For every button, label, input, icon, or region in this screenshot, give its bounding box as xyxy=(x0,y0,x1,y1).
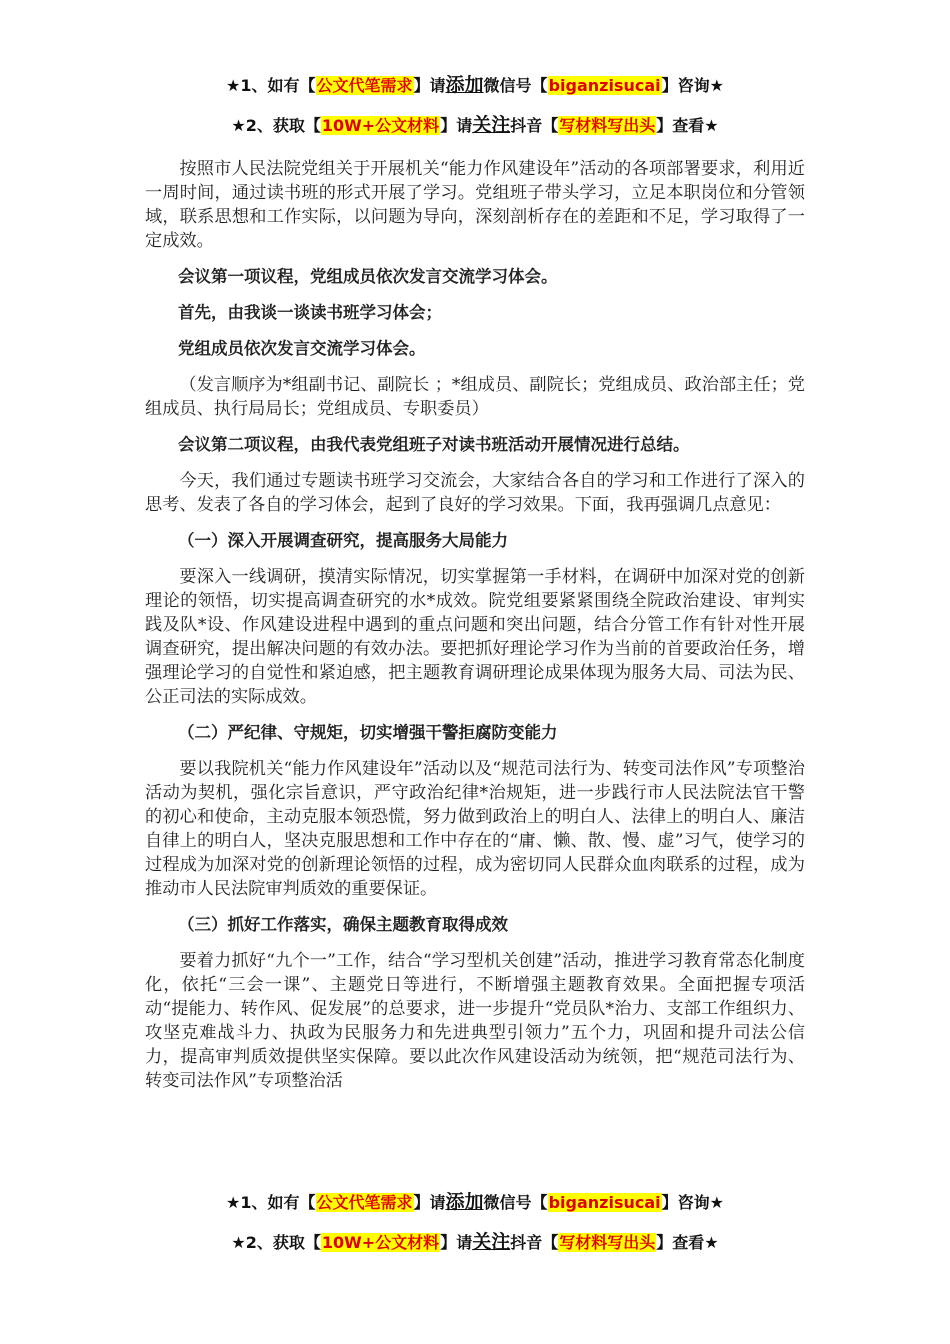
ad-text: 】查看★ xyxy=(656,1233,719,1252)
paragraph-speaking-order: （发言顺序为*组副书记、副院长 ；*组成员、副院长；党组成员、政治部主任；党组成员、执行局局长；党组成员、专职委员） xyxy=(145,375,805,419)
heading-agenda-2: 会议第二项议程，由我代表党组班子对读书班活动开展情况进行总结。 xyxy=(178,435,690,454)
paragraph-intro: 按照市人民法院党组关于开展机关“能力作风建设年”活动的各项部署要求，利用近一周时间，通过读书班的形式开展了学习。党组班子带头学习，立足本职岗位和分管领域，联系思想和工作实际，以问题为导向，深刻剖析存在的差距和不足，学习取得了一定成效。 xyxy=(145,159,805,251)
header-ad-line-1 xyxy=(0,70,950,97)
ad-text: ★1、如有【 xyxy=(226,76,316,95)
footer-ad-line-2 xyxy=(0,1227,950,1254)
ad-highlight: 10W+公文材料 xyxy=(321,1233,440,1252)
ad-emphasis: 关注 xyxy=(472,1231,511,1253)
ad-text: 】请 xyxy=(440,116,473,135)
ad-text: ★2、获取【 xyxy=(231,1233,321,1252)
ad-text: 抖音【 xyxy=(510,116,559,135)
paragraph-section-2: 要以我院机关“能力作风建设年”活动以及“规范司法行为、转变司法作风”专项整治活动为契机，强化宗旨意识，严守政治纪律*治规矩，进一步践行市人民法院法官干警的初心和使命，主动克服本领恐慌，努力做到政治上的明白人、法律上的明白人、廉洁自律上的明白人，坚决克服思想和工作中存在的“庸、懒、散、慢、虚”习气，使学习的过程成为加深对党的创新理论领悟的过程，成为密切同人民群众血肉联系的过程，成为推动市人民法院审判质效的重要保证。 xyxy=(145,759,805,899)
ad-text: 】请 xyxy=(413,1193,446,1212)
ad-text: 微信号【 xyxy=(483,76,548,95)
ad-text: 】请 xyxy=(413,76,446,95)
section-heading-2: （二）严纪律、守规矩，切实增强干警拒腐防变能力 xyxy=(178,723,558,742)
heading-agenda-1: 会议第一项议程，党组成员依次发言交流学习体会。 xyxy=(178,267,558,286)
ad-text: 微信号【 xyxy=(483,1193,548,1212)
document-body xyxy=(145,157,805,1093)
ad-highlight: biganzisucai xyxy=(548,76,661,95)
paragraph-summary-intro: 今天，我们通过专题读书班学习交流会，大家结合各自的学习和工作进行了深入的思考、发表了各自的学习体会，起到了良好的学习效果。下面，我再强调几点意见： xyxy=(145,471,805,515)
ad-highlight: 公文代笔需求 xyxy=(316,1193,413,1212)
heading-members-speak: 党组成员依次发言交流学习体会。 xyxy=(178,339,426,358)
section-heading-3: （三）抓好工作落实，确保主题教育取得成效 xyxy=(178,915,508,934)
section-heading-1: （一）深入开展调查研究，提高服务大局能力 xyxy=(178,531,508,550)
ad-emphasis: 添加 xyxy=(445,1191,484,1213)
ad-text: 】查看★ xyxy=(656,116,719,135)
ad-text: 】咨询★ xyxy=(661,1193,724,1212)
ad-text: ★2、获取【 xyxy=(231,116,321,135)
ad-emphasis: 添加 xyxy=(445,74,484,96)
ad-text: 】咨询★ xyxy=(661,76,724,95)
ad-text: ★1、如有【 xyxy=(226,1193,316,1212)
paragraph-section-3: 要着力抓好“九个一”工作，结合“学习型机关创建”活动，推进学习教育常态化制度化，依托“三会一课”、主题党日等进行，不断增强主题教育效果。全面把握专项活动“提能力、转作风、促发展”的总要求，进一步提升“党员队*治力、支部工作组织力、攻坚克难战斗力、执政为民服务力和先进典型引领力”五个力，巩固和提升司法公信力，提高审判质效提供坚实保障。要以此次作风建设活动为统领，把“规范司法行为、转变司法作风”专项整治活 xyxy=(145,951,805,1091)
header-ad-line-2 xyxy=(0,110,950,137)
ad-text: 抖音【 xyxy=(510,1233,559,1252)
ad-highlight: 写材料写出头 xyxy=(559,1233,656,1252)
ad-highlight: 10W+公文材料 xyxy=(321,116,440,135)
ad-highlight: 公文代笔需求 xyxy=(316,76,413,95)
heading-my-remarks: 首先，由我谈一谈读书班学习体会； xyxy=(178,303,442,322)
ad-highlight: biganzisucai xyxy=(548,1193,661,1212)
paragraph-section-1: 要深入一线调研，摸清实际情况，切实掌握第一手材料，在调研中加深对党的创新理论的领悟，切实提高调查研究的水*成效。院党组要紧紧围绕全院政治建设、审判实践及队*设、作风建设进程中遇到的重点问题和突出问题，结合分管工作有针对性开展调查研究，提出解决问题的有效办法。要把抓好理论学习作为当前的首要政治任务，增强理论学习的自觉性和紧迫感，把主题教育调研理论成果体现为服务大局、司法为民、公正司法的实际成效。 xyxy=(145,567,805,707)
ad-text: 】请 xyxy=(440,1233,473,1252)
ad-highlight: 写材料写出头 xyxy=(559,116,656,135)
ad-emphasis: 关注 xyxy=(472,114,511,136)
footer-ad-line-1 xyxy=(0,1187,950,1214)
